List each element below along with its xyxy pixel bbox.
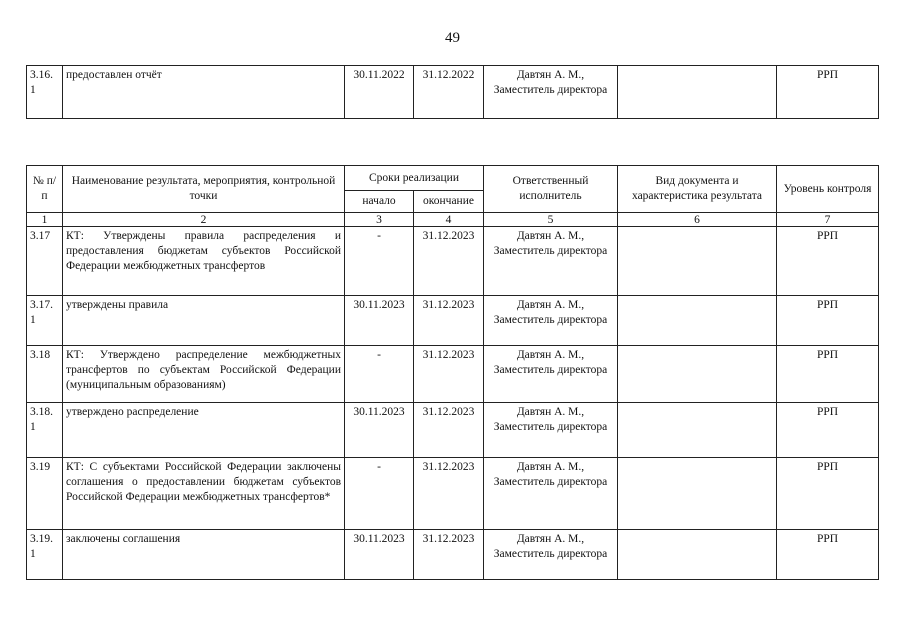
- row-start: 30.11.2022: [345, 66, 414, 119]
- colnum: 6: [618, 213, 777, 227]
- row-start: -: [345, 346, 414, 403]
- row-document: [618, 227, 777, 296]
- row-start: 30.11.2023: [345, 530, 414, 580]
- row-responsible: Давтян А. М., Заместитель директора: [484, 530, 618, 580]
- row-number: 3.17: [27, 227, 63, 296]
- row-document: [618, 458, 777, 530]
- row-end: 31.12.2023: [414, 530, 484, 580]
- colnum: 1: [27, 213, 63, 227]
- header-terms: Сроки реализации: [345, 166, 484, 191]
- row-number: 3.16. 1: [27, 66, 63, 119]
- main-table: [26, 165, 879, 580]
- colnum: 3: [345, 213, 414, 227]
- header-num: № п/п: [27, 166, 63, 213]
- row-end: 31.12.2023: [414, 403, 484, 458]
- colnum: 2: [63, 213, 345, 227]
- row-end: 31.12.2023: [414, 346, 484, 403]
- row-name: предоставлен отчёт: [63, 66, 345, 119]
- row-level: РРП: [777, 296, 879, 346]
- row-number: 3.19. 1: [27, 530, 63, 580]
- row-end: 31.12.2022: [414, 66, 484, 119]
- row-document: [618, 296, 777, 346]
- row-level: РРП: [777, 458, 879, 530]
- colnum: 4: [414, 213, 484, 227]
- row-start: -: [345, 227, 414, 296]
- row-document: [618, 530, 777, 580]
- row-name: утверждено распределение: [63, 403, 345, 458]
- header-end: окончание: [414, 191, 484, 213]
- row-document: [618, 403, 777, 458]
- row-number: 3.17. 1: [27, 296, 63, 346]
- table-row: [27, 66, 879, 119]
- header-level: Уровень контроля: [777, 166, 879, 213]
- row-responsible: Давтян А. М., Заместитель директора: [484, 458, 618, 530]
- row-responsible: Давтян А. М., Заместитель директора: [484, 296, 618, 346]
- column-number-row: [27, 213, 879, 227]
- row-end: 31.12.2023: [414, 458, 484, 530]
- row-level: РРП: [777, 227, 879, 296]
- colnum: 5: [484, 213, 618, 227]
- row-number: 3.18. 1: [27, 403, 63, 458]
- table-row: [27, 296, 879, 346]
- row-responsible: Давтян А. М., Заместитель директора: [484, 346, 618, 403]
- row-name: КТ: Утверждено распределение межбюджетных трансфертов по субъектам Российской Федерации (муниципальным образованиям): [63, 346, 345, 403]
- table-row: [27, 530, 879, 580]
- row-name: КТ: С субъектами Российской Федерации заключены соглашения о предоставлении бюджетам субъектов Российской Федерации межбюджетных трансфертов*: [63, 458, 345, 530]
- row-start: 30.11.2023: [345, 403, 414, 458]
- row-start: -: [345, 458, 414, 530]
- row-start: 30.11.2023: [345, 296, 414, 346]
- header-document: Вид документа и характеристика результата: [618, 166, 777, 213]
- row-responsible: Давтян А. М., Заместитель директора: [484, 227, 618, 296]
- row-document: [618, 66, 777, 119]
- table-row: [27, 227, 879, 296]
- row-level: РРП: [777, 530, 879, 580]
- continuation-table: [26, 65, 879, 119]
- table-row: [27, 458, 879, 530]
- row-document: [618, 346, 777, 403]
- table-row: [27, 403, 879, 458]
- row-level: РРП: [777, 66, 879, 119]
- row-responsible: Давтян А. М., Заместитель директора: [484, 66, 618, 119]
- row-number: 3.18: [27, 346, 63, 403]
- row-end: 31.12.2023: [414, 227, 484, 296]
- header-responsible: Ответственный исполнитель: [484, 166, 618, 213]
- page-number: 49: [445, 30, 460, 46]
- table-row: [27, 346, 879, 403]
- row-name: утверждены правила: [63, 296, 345, 346]
- row-level: РРП: [777, 346, 879, 403]
- row-level: РРП: [777, 403, 879, 458]
- colnum: 7: [777, 213, 879, 227]
- row-responsible: Давтян А. М., Заместитель директора: [484, 403, 618, 458]
- row-name: заключены соглашения: [63, 530, 345, 580]
- row-end: 31.12.2023: [414, 296, 484, 346]
- header-start: начало: [345, 191, 414, 213]
- header-name: Наименование результата, мероприятия, контрольной точки: [63, 166, 345, 213]
- header-row: [27, 166, 879, 191]
- row-name: КТ: Утверждены правила распределения и предоставления бюджетам субъектов Российской Федерации межбюджетных трансфертов: [63, 227, 345, 296]
- row-number: 3.19: [27, 458, 63, 530]
